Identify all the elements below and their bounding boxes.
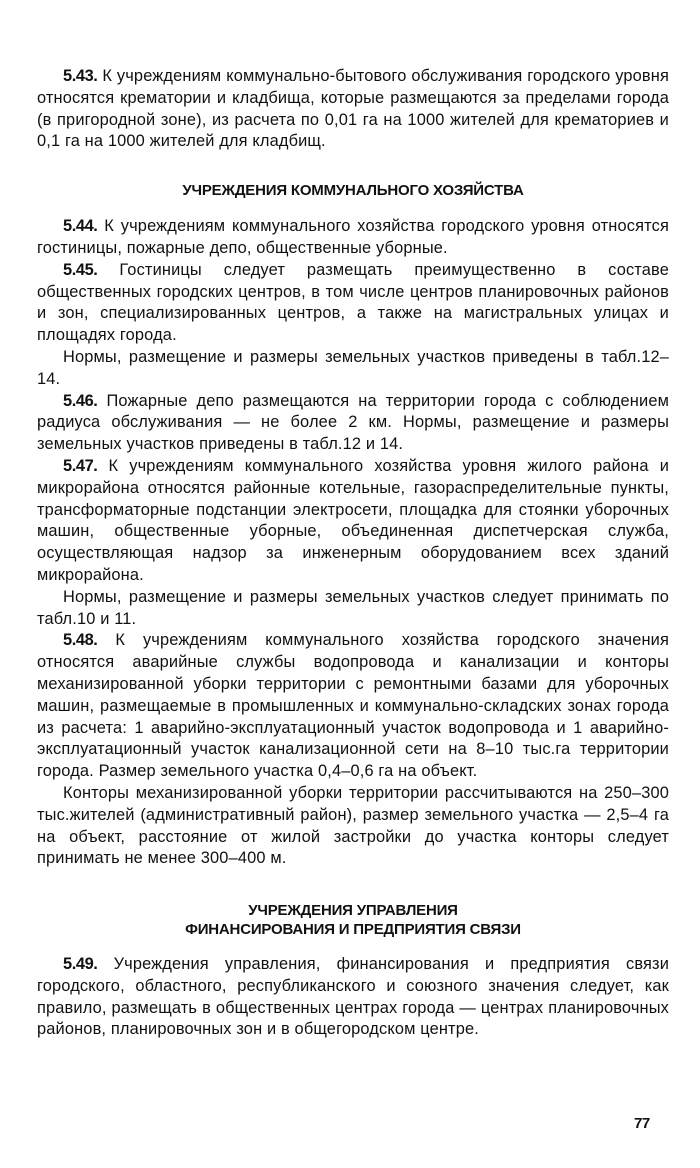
clause-text: Учреждения управления, финансирования и предприятия связи городского, областного, республиканского и союзного значения следует, как правило, размещать в общественных центрах города — центрах планировочных районов, планировочных зон и в общегородском центре. — [37, 955, 669, 1039]
clause-number: 5.46. — [63, 391, 98, 410]
paragraph-5-48-offices: Конторы механизированной уборки территории рассчитываются на 250–300 тыс.жителей (административный район), размер земельного участка — 2,5–4 га на объект, расстояние от жилой застройки до участка конторы следует принимать не менее 300–400 м. — [37, 783, 669, 868]
paragraph-5-45-norms: Нормы, размещение и размеры земельных участков приведены в табл.12–14. — [37, 347, 669, 388]
paragraph-5-44 — [37, 216, 669, 260]
clause-text: К учреждениям коммунального хозяйства городского значения относятся аварийные службы водопровода и канализации и конторы механизированной уборки территории с ремонтными базами для уборочных машин, размещаемые в промышленных и коммунально-складских зонах города из расчета: 1 аварийно-эксплуатационный участок водопровода и 1 аварийно-эксплуатационный участок канализационной сети на 8–10 тыс.га территории города. Размер земельного участка 0,4–0,6 га на объект. — [37, 631, 669, 781]
page-number: 77 — [634, 1115, 650, 1132]
paragraph-5-47 — [37, 456, 669, 587]
paragraph-5-48 — [37, 630, 669, 783]
paragraph-5-47-norms: Нормы, размещение и размеры земельных участков следует принимать по табл.10 и 11. — [37, 587, 669, 628]
paragraph-5-43 — [37, 66, 669, 153]
clause-number: 5.44. — [63, 217, 98, 236]
clause-text: К учреждениям коммунального хозяйства уровня жилого района и микрорайона относятся районные котельные, газораспределительные пункты, трансформаторные подстанции электросети, площадка для стоянки уборочных машин, общественные уборные, объединенная диспетчерская служба, осуществляющая надзор за инженерным оборудованием всех зданий микрорайона. — [37, 456, 669, 584]
clause-number: 5.45. — [63, 260, 98, 279]
clause-text: К учреждениям коммунально-бытового обслуживания городского уровня относятся крематории и кладбища, которые размещаются за пределами города (в пригородной зоне), из расчета по 0,01 га на 1000 жителей для крематориев и 0,1 га на 1000 жителей для кладбищ. — [37, 67, 669, 151]
section-heading-administration — [37, 901, 669, 939]
clause-text: Гостиницы следует размещать преимущественно в составе общественных городских центров, в том числе центров планировочных районов и зон, специализированных центров, а также на магистральных улицах и площадях города. — [37, 260, 669, 345]
section-heading-line-1: УЧРЕЖДЕНИЯ УПРАВЛЕНИЯ — [248, 902, 458, 920]
section-heading-line-2: ФИНАНСИРОВАНИЯ И ПРЕДПРИЯТИЯ СВЯЗИ — [185, 921, 521, 939]
paragraph-5-49 — [37, 954, 669, 1041]
clause-text: Пожарные депо размещаются на территории города с соблюдением радиуса обслуживания — не более 2 км. Нормы, размещение и размеры земельных участков приведены в табл.12 и 14. — [37, 391, 669, 454]
document-page — [37, 66, 669, 1041]
paragraph-5-45 — [37, 260, 669, 347]
clause-number: 5.43. — [63, 67, 98, 85]
section-heading-communal-services: УЧРЕЖДЕНИЯ КОММУНАЛЬНОГО ХОЗЯЙСТВА — [182, 182, 524, 200]
clause-text: К учреждениям коммунального хозяйства городского уровня относятся гостиницы, пожарные депо, общественные уборные. — [37, 217, 669, 257]
clause-number: 5.49. — [63, 955, 98, 974]
clause-number: 5.48. — [63, 631, 98, 650]
clause-number: 5.47. — [63, 456, 98, 475]
paragraph-5-46 — [37, 391, 669, 456]
